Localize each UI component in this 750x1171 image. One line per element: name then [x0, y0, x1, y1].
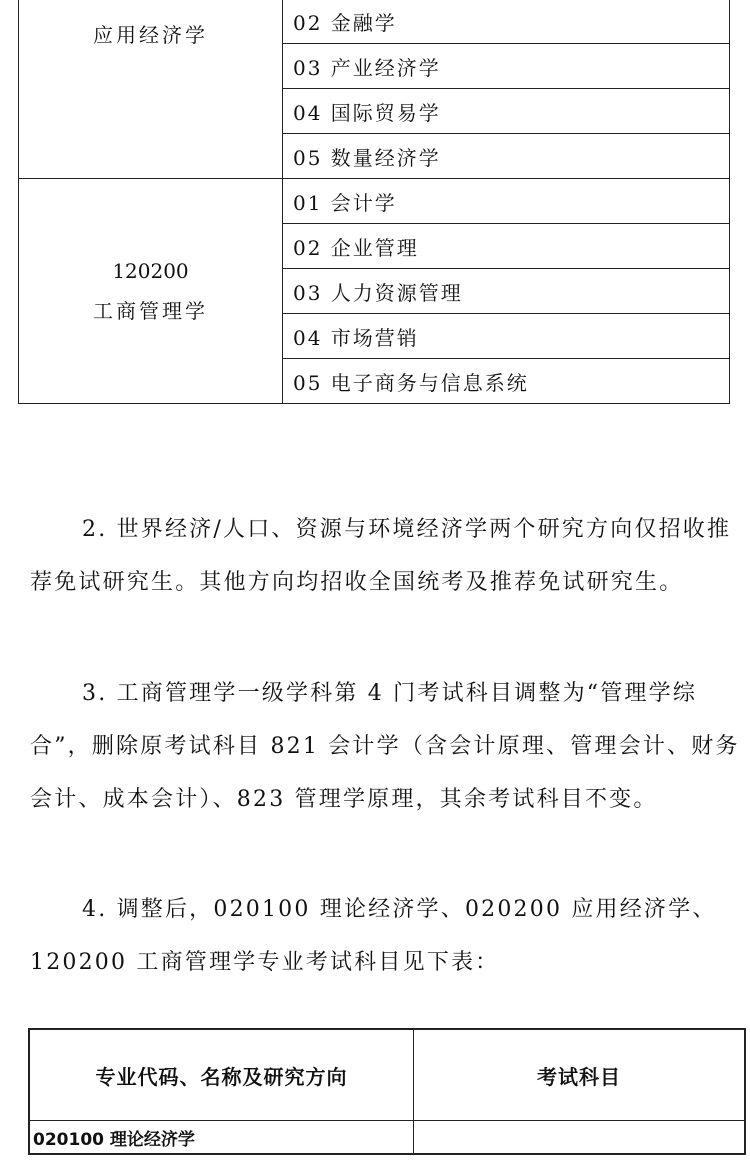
table-row-major: 020100 理论经济学	[29, 1121, 414, 1155]
exam-subjects-table	[28, 1028, 746, 1155]
major-name: 应用经济学	[93, 23, 208, 47]
direction-cell: 05 数量经济学	[283, 134, 730, 179]
note-paragraph-3: 3. 工商管理学一级学科第 4 门考试科目调整为“管理学综合”，删除原考试科目 821 会计学（含会计原理、管理会计、财务会计、成本会计）、823 管理学原理，其余考试科目不变。	[30, 681, 740, 812]
direction-cell: 02 金融学	[283, 0, 730, 44]
major-code: 120200	[112, 258, 189, 283]
direction-cell: 03 产业经济学	[283, 44, 730, 89]
direction-cell: 01 会计学	[283, 179, 730, 224]
header-major-directions: 专业代码、名称及研究方向	[29, 1029, 414, 1121]
direction-cell: 03 人力资源管理	[283, 269, 730, 314]
note-paragraph-2: 2. 世界经济/人口、资源与环境经济学两个研究方向仅招收推荐免试研究生。其他方向均招收全国统考及推荐免试研究生。	[30, 517, 732, 595]
major-cell-applied-economics	[19, 0, 283, 179]
header-exam-subjects: 考试科目	[414, 1029, 746, 1121]
direction-cell: 02 企业管理	[283, 224, 730, 269]
direction-cell: 04 市场营销	[283, 314, 730, 359]
note-paragraph-4: 4. 调整后，020100 理论经济学、020200 应用经济学、120200 工商管理学专业考试科目见下表：	[30, 897, 717, 975]
direction-cell: 04 国际贸易学	[283, 89, 730, 134]
table-row-subjects	[414, 1121, 746, 1155]
direction-cell: 05 电子商务与信息系统	[283, 359, 730, 404]
major-name: 工商管理学	[93, 298, 208, 323]
directions-table	[18, 0, 730, 404]
major-cell-business-admin	[19, 179, 283, 404]
